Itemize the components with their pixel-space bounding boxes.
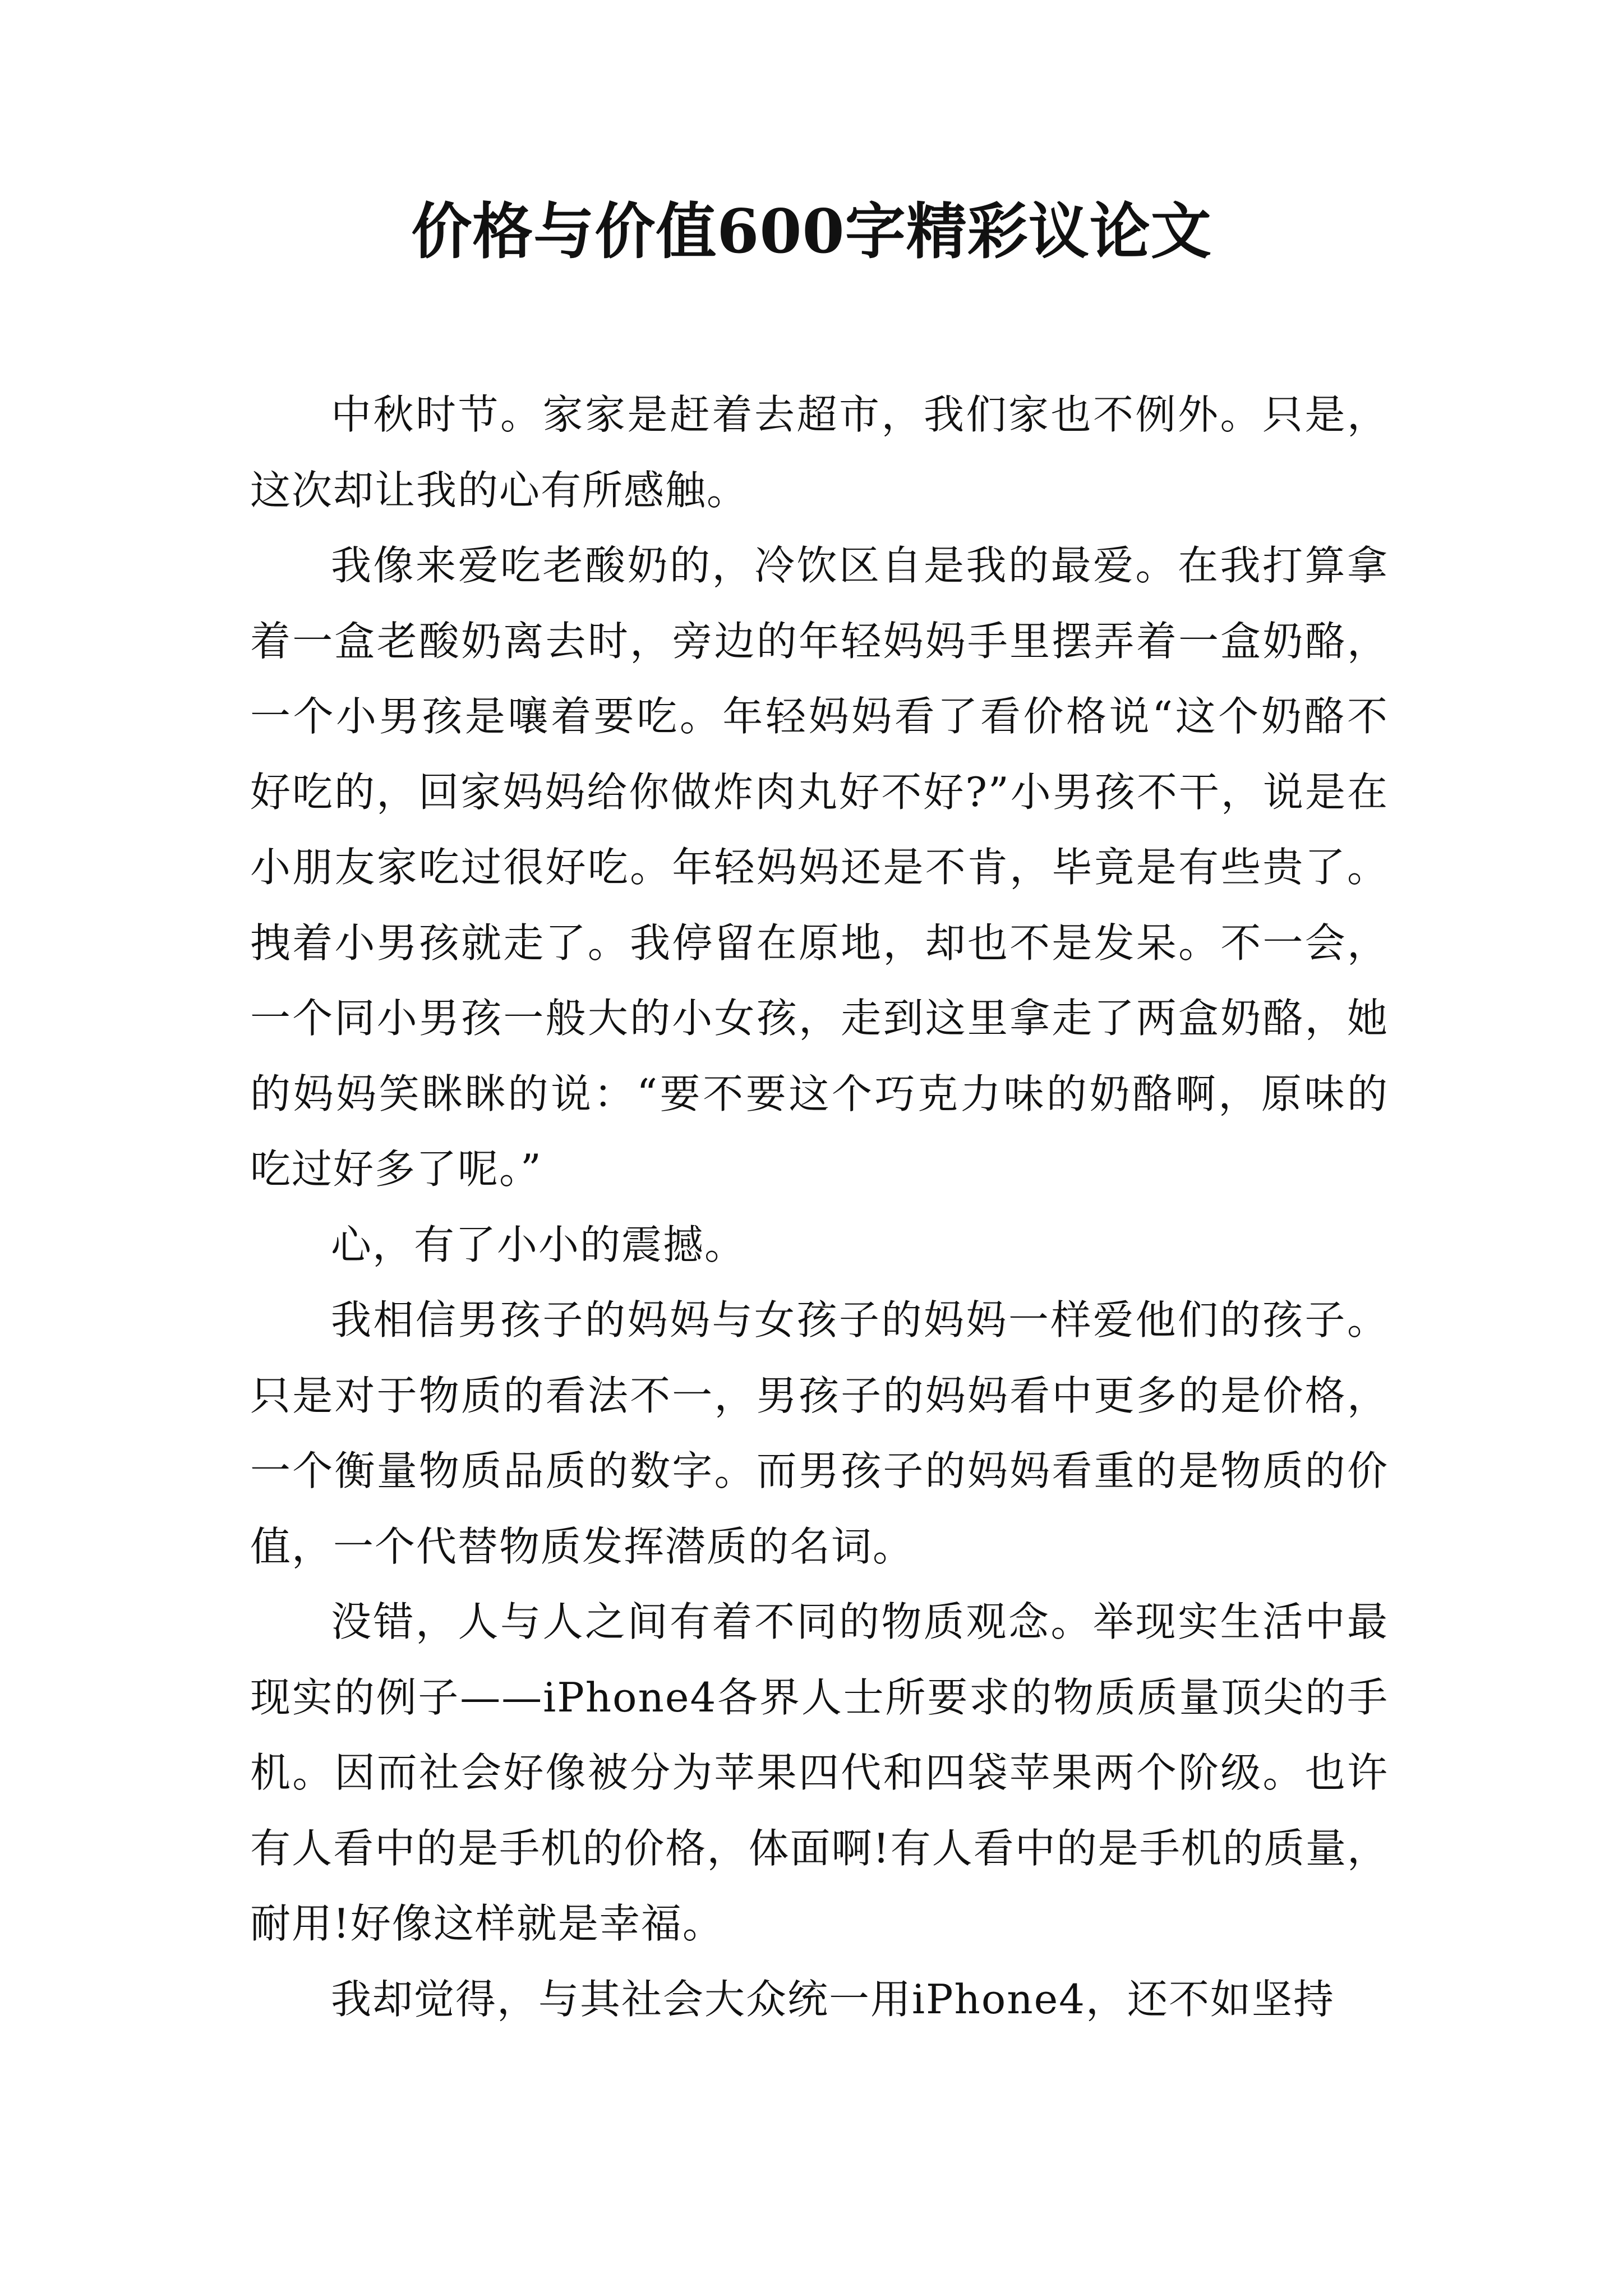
paragraph: 我却觉得，与其社会大众统一用iPhone4，还不如坚持 <box>331 1975 1335 2023</box>
paragraph: 心，有了小小的震撼。 <box>331 1221 746 1268</box>
paragraph: 中秋时节。家家是赶着去超市，我们家也不例外。只是，这次却让我的心有所感触。 <box>250 391 1389 514</box>
paragraph: 我相信男孩子的妈妈与女孩子的妈妈一样爱他们的孩子。只是对于物质的看法不一，男孩子的妈妈看中更多的是价格，一个衡量物质品质的数字。而男孩子的妈妈看重的是物质的价值，一个代替物质发挥潜质的名词。 <box>250 1296 1389 1570</box>
paragraph: 我像来爱吃老酸奶的，冷饮区自是我的最爱。在我打算拿着一盒老酸奶离去时，旁边的年轻妈妈手里摆弄着一盒奶酪，一个小男孩是嚷着要吃。年轻妈妈看了看价格说“这个奶酪不好吃的，回家妈妈给你做炸肉丸好不好?”小男孩不干，说是在小朋友家吃过很好吃。年轻妈妈还是不肯，毕竟是有些贵了。拽着小男孩就走了。我停留在原地，却也不是发呆。不一会，一个同小男孩一般大的小女孩，走到这里拿走了两盒奶酪，她的妈妈笑眯眯的说：“要不要这个巧克力味的奶酪啊，原味的吃过好多了呢。” <box>250 542 1389 1193</box>
document-title: 价格与价值600字精彩议论文 <box>411 196 1212 267</box>
document-body <box>250 377 1389 2037</box>
paragraph: 没错，人与人之间有着不同的物质观念。举现实生活中最现实的例子——iPhone4各界人士所要求的物质质量顶尖的手机。因而社会好像被分为苹果四代和四袋苹果两个阶级。也许有人看中的是手机的价格，体面啊!有人看中的是手机的质量，耐用!好像这样就是幸福。 <box>250 1598 1389 1947</box>
